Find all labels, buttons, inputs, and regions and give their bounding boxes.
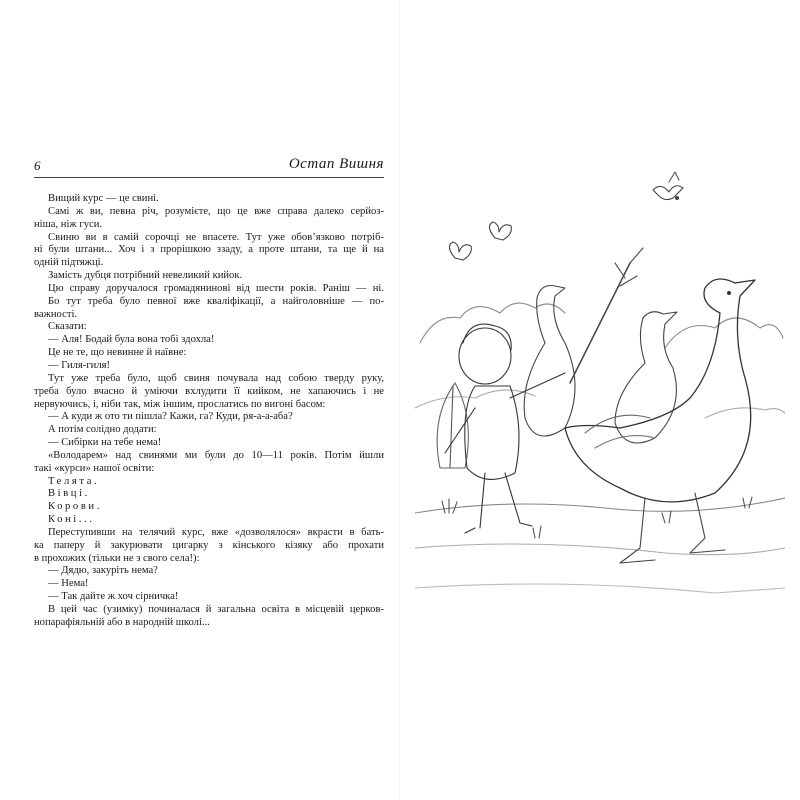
text-line: ні були штани... Хоч і з прорішкою ззаду, а проте штани, та ще й на	[34, 244, 384, 256]
text-line: Тут уже треба було, щоб свиня почувала над собою тверду руку,	[48, 372, 384, 384]
page-header	[34, 158, 384, 180]
text-line: треба було вчасно й уміючи вхлудити її кийком, не хапаючись і не	[34, 385, 384, 397]
text-line: А потім солідно додати:	[48, 424, 157, 436]
text-line: Корови.	[48, 501, 102, 513]
text-line: ніша, ніж гуси.	[34, 218, 103, 230]
text-line: нервуючись, і, ніби так, між іншим, прослатись по вигоні басом:	[34, 398, 326, 410]
text-line: — Так дайте ж хоч сірничка!	[48, 591, 179, 603]
text-line: ка паперу й закурювати цигарку з кінського кізяку або прохати	[34, 539, 384, 551]
text-line: Коні...	[48, 514, 95, 526]
text-line: Вищий курс — це свині.	[48, 193, 159, 204]
body-text	[34, 193, 384, 630]
text-line: — А куди ж ото ти пішла? Кажи, га? Куди, ря-а-а-аба?	[48, 411, 293, 423]
text-line: — Дядю, закуріть нема?	[48, 565, 158, 577]
text-line: важності.	[34, 308, 78, 320]
text-line: Свиню ви в самій сорочці не впасете. Тут уже обов’язково потріб-	[48, 231, 384, 243]
text-line: Замість дубця потрібний невеликий кийок.	[48, 270, 243, 282]
text-line: одній підтяжці.	[34, 257, 104, 269]
text-line: — Сибірки на тебе нема!	[48, 437, 162, 449]
text-line: — Гиля-гиля!	[48, 359, 111, 371]
text-line: такі «курси» нашої освіти:	[34, 462, 155, 474]
text-line: Самі ж ви, певна річ, розумієте, що це вже справа далеко серйоз-	[48, 205, 384, 217]
text-line: «Володарем» над свинями ми були до 10—11 років. Потім йшли	[48, 449, 384, 461]
text-line: в прохожих (тільки не з свого села!):	[34, 552, 200, 564]
text-line: В цей час (узимку) починалася й загальна освіта в місцевій церков-	[48, 604, 384, 615]
text-line: Сказати:	[48, 321, 87, 333]
text-line: — Нема!	[48, 578, 89, 590]
header-rule	[34, 177, 384, 178]
text-line: нопарафіяльній або в народній школі...	[34, 616, 210, 628]
running-title: Остап Вишня	[288, 156, 384, 172]
text-line: Вівці.	[48, 488, 90, 500]
text-line: Цю справу доручалося громадянинові від шести років. Раніш — ні.	[48, 282, 384, 294]
text-line: — Аля! Бодай була вона тобі здохла!	[48, 334, 215, 346]
text-line: Це не те, що невинне й наївне:	[48, 347, 187, 359]
text-line: Бо тут треба було певної вже кваліфікації, а найголовніше — по-	[48, 295, 384, 307]
text-line: Телята.	[48, 475, 100, 487]
text-line: Переступивши на телячий курс, вже «дозволялося» вкрасти в бать-	[48, 526, 384, 538]
page-number: 6	[34, 158, 41, 173]
boy-with-geese-illustration	[415, 168, 785, 608]
